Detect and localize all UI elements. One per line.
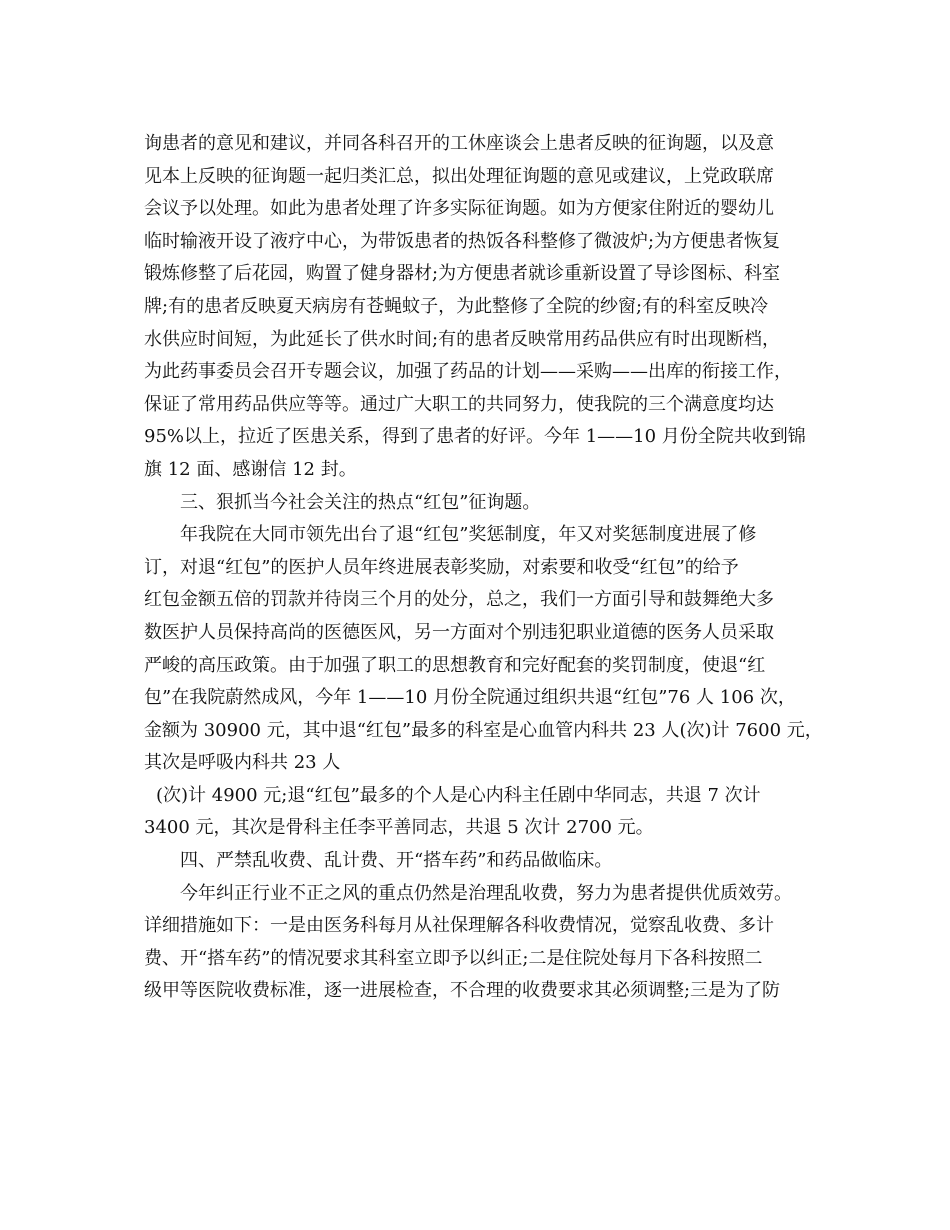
text-line: 包”在我院蔚然成风，今年 1——10 月份全院通过组织共退“红包”76 人 106 次，	[144, 687, 796, 709]
paragraph-start: 年我院在大同市领先出台了退“红包”奖惩制度，年又对奖惩制度进展了修	[180, 524, 757, 546]
section-heading: 四、严禁乱收费、乱计费、开“搭车药”和药品做临床。	[180, 850, 613, 872]
text-line: 为此药事委员会召开专题会议，加强了药品的计划——采购——出库的衔接工作，	[144, 361, 792, 383]
text-line: (次)计 4900 元;退“红包”最多的个人是心内科主任剧中华同志，共退 7 次计	[156, 784, 761, 806]
text-line: 订，对退“红包”的医护人员年终进展表彰奖励，对索要和收受“红包”的给予	[144, 556, 739, 578]
text-line: 级甲等医院收费标准，逐一进展检查，不合理的收费要求其必须调整;三是为了防	[144, 980, 781, 1002]
text-line: 严峻的高压政策。由于加强了职工的思想教育和完好配套的奖罚制度，使退“红	[144, 654, 766, 676]
text-line: 会议予以处理。如此为患者处理了许多实际征询题。如为方便家住附近的婴幼儿	[144, 198, 774, 220]
text-line: 保证了常用药品供应等等。通过广大职工的共同努力，使我院的三个满意度均达	[144, 393, 774, 415]
text-line: 牌;有的患者反映夏天病房有苍蝇蚊子，为此整修了全院的纱窗;有的科室反映冷	[144, 295, 769, 317]
body-text	[144, 128, 834, 1008]
text-line: 红包金额五倍的罚款并待岗三个月的处分，总之，我们一方面引导和鼓舞绝大多	[144, 589, 774, 611]
text-line: 临时输液开设了液疗中心，为带饭患者的热饭各科整修了微波炉;为方便患者恢复	[144, 230, 781, 252]
text-line: 费、开“搭车药”的情况要求其科室立即予以纠正;二是住院处每月下各科按照二	[144, 947, 763, 969]
text-line: 95%以上，拉近了医患关系，得到了患者的好评。今年 1——10 月份全院共收到锦	[144, 426, 806, 448]
text-line: 水供应时间短，为此延长了供水时间;有的患者反映常用药品供应有时出现断档，	[144, 328, 781, 350]
text-line: 锻炼修整了后花园，购置了健身器材;为方便患者就诊重新设置了导诊图标、科室	[144, 263, 781, 285]
text-line: 见本上反映的征询题一起归类汇总，拟出处理征询题的意见或建议，上党政联席	[144, 165, 774, 187]
text-line: 询患者的意见和建议，并同各科召开的工休座谈会上患者反映的征询题，以及意	[144, 133, 774, 154]
text-line: 数医护人员保持高尚的医德医风，另一方面对个别违犯职业道德的医务人员采取	[144, 621, 774, 643]
text-line: 详细措施如下：一是由医务科每月从社保理解各科收费情况，觉察乱收费、多计	[144, 915, 774, 937]
text-line: 其次是呼吸内科共 23 人	[144, 752, 341, 774]
paragraph-start: 今年纠正行业不正之风的重点仍然是治理乱收费，努力为患者提供优质效劳。	[180, 882, 792, 904]
text-line: 金额为 30900 元，其中退“红包”最多的科室是心血管内科共 23 人(次)计 7600 元，	[144, 719, 823, 741]
section-heading: 三、狠抓当今社会关注的热点“红包”征询题。	[180, 491, 541, 513]
text-line: 3400 元，其次是骨科主任李平善同志，共退 5 次计 2700 元。	[144, 817, 654, 839]
text-line: 旗 12 面、感谢信 12 封。	[144, 458, 357, 480]
